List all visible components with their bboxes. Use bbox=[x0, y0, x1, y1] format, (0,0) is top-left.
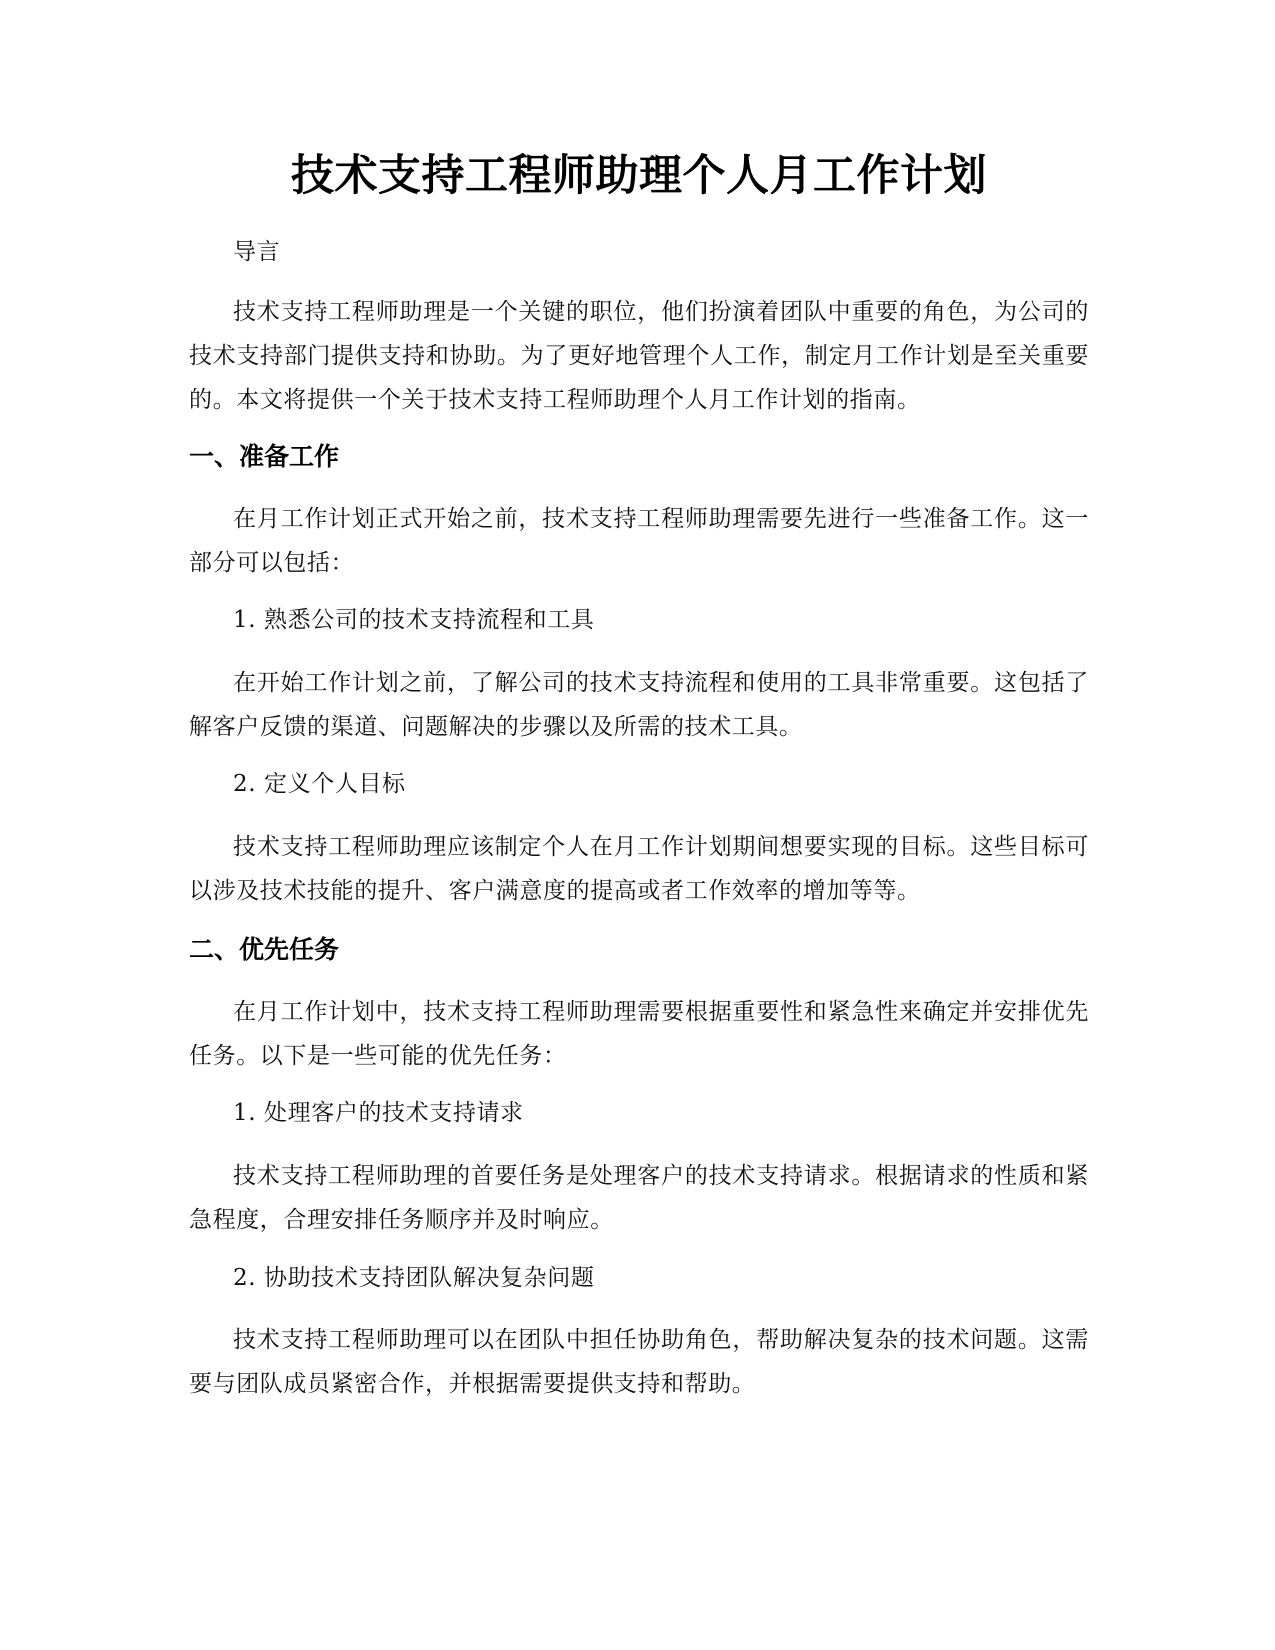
section-intro-preparation: 在月工作计划正式开始之前，技术支持工程师助理需要先进行一些准备工作。这一部分可以包括： bbox=[189, 506, 1089, 576]
item-body-personal-goals: 技术支持工程师助理应该制定个人在月工作计划期间想要实现的目标。这些目标可以涉及技术技能的提升、客户满意度的提高或者工作效率的增加等等。 bbox=[189, 834, 1089, 904]
item-title-assist-team: 2. 协助技术支持团队解决复杂问题 bbox=[233, 1265, 595, 1291]
intro-paragraph: 技术支持工程师助理是一个关键的职位，他们扮演着团队中重要的角色，为公司的技术支持部门提供支持和协助。为了更好地管理个人工作，制定月工作计划是至关重要的。本文将提供一个关于技术支持工程师助理个人月工作计划的指南。 bbox=[189, 299, 1089, 413]
document-title: 技术支持工程师助理个人月工作计划 bbox=[291, 151, 987, 201]
intro-label: 导言 bbox=[233, 239, 281, 265]
item-body-assist-team: 技术支持工程师助理可以在团队中担任协助角色，帮助解决复杂的技术问题。这需要与团队成员紧密合作，并根据需要提供支持和帮助。 bbox=[189, 1327, 1089, 1397]
section-heading-priority-tasks: 二、优先任务 bbox=[189, 935, 340, 964]
section-intro-priority-tasks: 在月工作计划中，技术支持工程师助理需要根据重要性和紧急性来确定并安排优先任务。以下是一些可能的优先任务： bbox=[189, 999, 1089, 1069]
section-heading-preparation: 一、准备工作 bbox=[189, 442, 340, 471]
item-title-familiarize-process: 1. 熟悉公司的技术支持流程和工具 bbox=[233, 607, 595, 633]
item-title-personal-goals: 2. 定义个人目标 bbox=[233, 771, 406, 797]
item-body-handle-requests: 技术支持工程师助理的首要任务是处理客户的技术支持请求。根据请求的性质和紧急程度，合理安排任务顺序并及时响应。 bbox=[189, 1163, 1089, 1233]
item-title-handle-requests: 1. 处理客户的技术支持请求 bbox=[233, 1100, 524, 1126]
item-body-familiarize-process: 在开始工作计划之前，了解公司的技术支持流程和使用的工具非常重要。这包括了解客户反馈的渠道、问题解决的步骤以及所需的技术工具。 bbox=[189, 670, 1089, 740]
